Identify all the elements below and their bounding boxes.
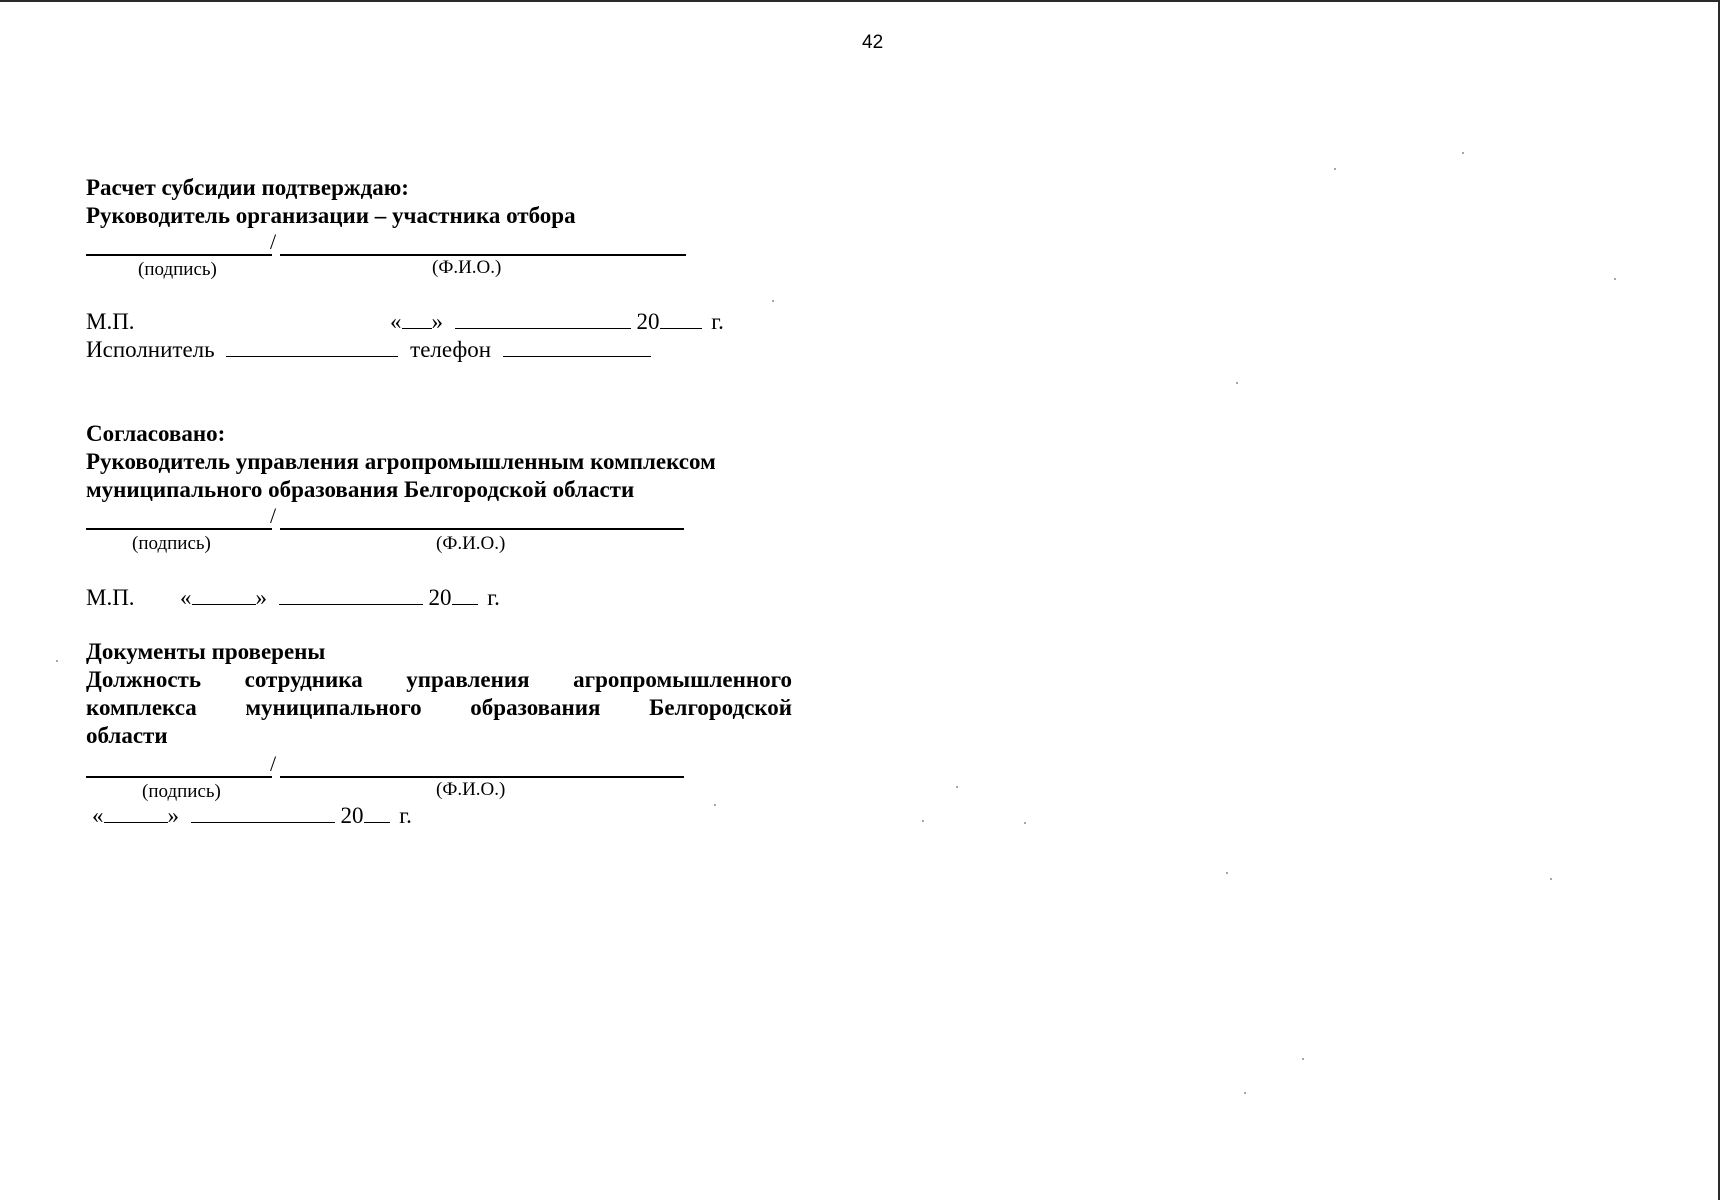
date-field: « » 20 г.	[390, 309, 724, 334]
signature-slash: /	[270, 503, 277, 528]
scan-speck	[714, 804, 716, 806]
month-blank	[191, 804, 335, 823]
name-caption: (Ф.И.О.)	[436, 779, 506, 800]
scan-speck	[956, 786, 958, 788]
day-blank	[192, 586, 256, 605]
scan-speck	[1302, 1058, 1304, 1060]
executor-label: Исполнитель	[86, 337, 215, 362]
scan-speck	[1462, 152, 1464, 154]
section3-line2: комплекса муниципального образования Белгородской	[86, 695, 792, 720]
date-field: « » 20 г.	[180, 585, 500, 610]
seal-label: М.П.	[86, 309, 135, 334]
section2-heading: Согласовано:	[86, 421, 226, 446]
year-blank	[452, 586, 478, 605]
scan-speck	[922, 820, 924, 822]
month-blank	[279, 586, 423, 605]
year-blank	[660, 310, 702, 329]
scan-speck	[1226, 872, 1228, 874]
signature-slash: /	[270, 229, 277, 254]
phone-label: телефон	[410, 337, 492, 362]
section3-heading: Документы проверены	[86, 639, 326, 664]
executor-blank	[226, 338, 398, 357]
year-blank	[364, 804, 390, 823]
seal-label: М.П.	[86, 585, 135, 610]
scan-speck	[1334, 168, 1336, 170]
signature-slash: /	[270, 751, 277, 776]
name-caption: (Ф.И.О.)	[436, 533, 506, 554]
section3-line1: Должность сотрудника управления агропромышленного	[86, 667, 792, 692]
signature-caption: (подпись)	[142, 781, 221, 802]
section1-role: Руководитель организации – участника отбора	[86, 203, 576, 228]
executor-row	[86, 336, 651, 364]
day-blank	[402, 310, 432, 329]
scan-speck	[1550, 878, 1552, 880]
section2-role-line1: Руководитель управления агропромышленным комплексом	[86, 449, 716, 474]
phone-blank	[503, 338, 651, 357]
section3-line3: области	[86, 723, 168, 748]
scan-speck	[1024, 822, 1026, 824]
scan-speck	[1236, 382, 1238, 384]
month-blank	[455, 310, 631, 329]
day-blank	[104, 804, 168, 823]
name-caption: (Ф.И.О.)	[432, 257, 502, 278]
scan-speck	[56, 660, 58, 662]
scan-speck	[1614, 278, 1616, 280]
section1-heading: Расчет субсидии подтверждаю:	[86, 175, 409, 200]
date-field: « » 20 г.	[92, 803, 412, 828]
signature-caption: (подпись)	[132, 533, 211, 554]
scan-top-edge	[0, 0, 1720, 2]
section2-role-line2: муниципального образования Белгородской области	[86, 477, 635, 502]
page-number: 42	[862, 32, 884, 53]
signature-caption: (подпись)	[138, 259, 217, 280]
scan-speck	[1244, 1092, 1246, 1094]
scan-speck	[772, 300, 774, 302]
